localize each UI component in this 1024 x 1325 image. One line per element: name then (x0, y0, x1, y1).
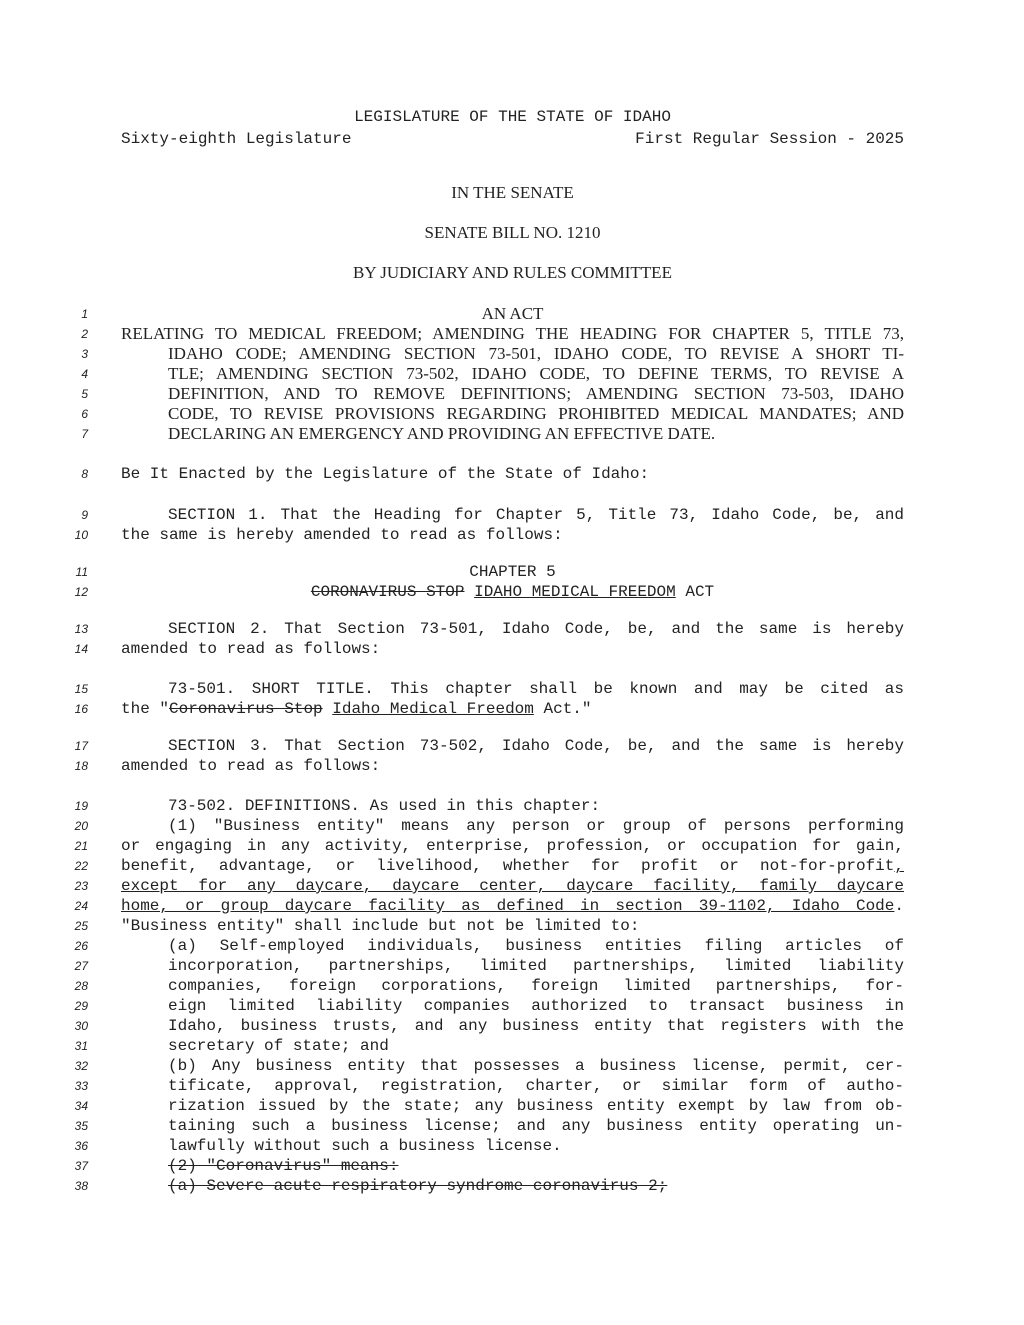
line-number: 25 (74, 919, 88, 933)
bill-line (0, 679, 1024, 699)
line-number: 16 (74, 702, 88, 716)
line-number: 9 (81, 508, 88, 522)
line-text: taining such a business license; and any business entity operating un- (168, 1117, 904, 1135)
stricken-text: Coronavirus Stop (169, 700, 323, 718)
bill-line (0, 619, 1024, 639)
bill-line (0, 916, 1024, 936)
stricken-text: (2) "Coronavirus" means: (168, 1157, 399, 1175)
enacting-clause: Be It Enacted by the Legislature of the State of Idaho: (121, 465, 650, 483)
line-text (121, 699, 904, 719)
line-number: 35 (74, 1119, 88, 1133)
line-number: 31 (74, 1039, 88, 1053)
line-text: amended to read as follows: (121, 757, 381, 775)
bill-line (0, 1016, 1024, 1036)
line-number: 29 (74, 999, 88, 1013)
bill-line (0, 796, 1024, 816)
bill-line (0, 582, 1024, 602)
line-number: 36 (74, 1139, 88, 1153)
bill-line (0, 404, 1024, 424)
inserted-text: Idaho Medical Freedom (332, 700, 534, 718)
line-text: (1) "Business entity" means any person or group of persons performing (168, 817, 904, 835)
bill-line (0, 464, 1024, 484)
line-number: 27 (74, 959, 88, 973)
bill-line (0, 1076, 1024, 1096)
stricken-text: (a) Severe acute respiratory syndrome coronavirus 2; (168, 1177, 668, 1195)
line-text: Idaho, business trusts, and any business entity that registers with the (168, 1017, 904, 1035)
line-text: "Business entity" shall include but not be limited to: (121, 917, 640, 935)
line-text: SECTION 3. That Section 73-502, Idaho Code, be, and the same is hereby (168, 737, 904, 755)
line-text: lawfully without such a business license. (168, 1137, 562, 1155)
line-text (168, 1156, 904, 1176)
line-number: 26 (74, 939, 88, 953)
line-number: 28 (74, 979, 88, 993)
line-number: 30 (74, 1019, 88, 1033)
bill-line (0, 424, 1024, 444)
line-text: RELATING TO MEDICAL FREEDOM; AMENDING THE HEADING FOR CHAPTER 5, TITLE 73, (121, 324, 904, 343)
session-label: First Regular Session - 2025 (635, 130, 904, 148)
line-number: 6 (81, 407, 88, 421)
line-text: or engaging in any activity, enterprise, profession, or occupation for gain, (121, 837, 904, 855)
bill-line (0, 1156, 1024, 1176)
line-number: 4 (81, 367, 88, 381)
line-number: 24 (74, 899, 88, 913)
line-text-main: benefit, advantage, or livelihood, whether for profit or not-for-profit (121, 857, 895, 875)
line-number: 23 (74, 879, 88, 893)
line-number: 33 (74, 1079, 88, 1093)
inserted-text: except for any daycare, daycare center, daycare facility, family daycare (121, 877, 904, 895)
bill-line (0, 562, 1024, 582)
bill-line (0, 1096, 1024, 1116)
bill-line (0, 736, 1024, 756)
line-text (121, 896, 904, 916)
line-text-suffix: . (894, 897, 904, 915)
bill-line (0, 996, 1024, 1016)
line-text: SECTION 2. That Section 73-501, Idaho Code, be, and the same is hereby (168, 620, 904, 638)
line-text: SECTION 1. That the Heading for Chapter 5, Title 73, Idaho Code, be, and (168, 506, 904, 524)
bill-line (0, 816, 1024, 836)
bill-line (0, 304, 1024, 324)
line-number: 5 (81, 387, 88, 401)
line-text: CODE, TO REVISE PROVISIONS REGARDING PROHIBITED MEDICAL MANDATES; AND (168, 404, 904, 423)
bill-line (0, 505, 1024, 525)
line-text: eign limited liability companies authorized to transact business in (168, 997, 904, 1015)
line-text: incorporation, partnerships, limited partnerships, limited liability (168, 957, 904, 975)
inserted-text: IDAHO MEDICAL FREEDOM (474, 583, 676, 601)
line-text: tificate, approval, registration, charter, or similar form of autho- (168, 1077, 904, 1095)
line-text: secretary of state; and (168, 1037, 389, 1055)
line-text: DEFINITION, AND TO REMOVE DEFINITIONS; AMENDING SECTION 73-503, IDAHO (168, 384, 904, 403)
bill-line (0, 364, 1024, 384)
bill-line (0, 1116, 1024, 1136)
bill-line (0, 384, 1024, 404)
line-text: the same is hereby amended to read as follows: (121, 526, 563, 544)
line-number: 34 (74, 1099, 88, 1113)
bill-line (0, 344, 1024, 364)
chapter-label: CHAPTER 5 (469, 563, 556, 581)
bill-line (0, 525, 1024, 545)
line-number: 3 (81, 347, 88, 361)
line-text (168, 1176, 904, 1196)
line-text: (b) Any business entity that possesses a business license, permit, cer- (168, 1057, 904, 1075)
bill-line (0, 896, 1024, 916)
line-text: 73-502. DEFINITIONS. As used in this chapter: (168, 797, 601, 815)
line-number: 20 (74, 819, 88, 833)
line-text (121, 856, 904, 876)
line-number: 37 (74, 1159, 88, 1173)
line-number: 13 (74, 622, 88, 636)
line-number: 1 (81, 307, 88, 321)
line-number: 22 (74, 859, 88, 873)
line-number: 18 (74, 759, 88, 773)
line-text: companies, foreign corporations, foreign limited partnerships, for- (168, 977, 904, 995)
bill-line (0, 1036, 1024, 1056)
bill-line (0, 324, 1024, 344)
bill-line (0, 756, 1024, 776)
chamber-label: IN THE SENATE (451, 183, 574, 202)
bill-line (0, 976, 1024, 996)
line-number: 17 (74, 739, 88, 753)
chapter-title (121, 582, 904, 602)
line-text: rization issued by the state; any business entity exempt by law from ob- (168, 1097, 904, 1115)
bill-line (0, 639, 1024, 659)
line-text: amended to read as follows: (121, 640, 381, 658)
stricken-text: CORONAVIRUS STOP (310, 583, 465, 601)
line-number: 7 (81, 427, 88, 441)
bill-line (0, 836, 1024, 856)
line-text: IDAHO CODE; AMENDING SECTION 73-501, IDAHO CODE, TO REVISE A SHORT TI- (168, 344, 904, 363)
inserted-text: , (894, 857, 904, 875)
bill-line (0, 856, 1024, 876)
line-number: 14 (74, 642, 88, 656)
line-number: 2 (81, 327, 88, 341)
line-number: 15 (74, 682, 88, 696)
line-number: 19 (74, 799, 88, 813)
line-number: 11 (75, 565, 88, 579)
line-number: 8 (81, 467, 88, 481)
bill-line (0, 956, 1024, 976)
line-text: (a) Self-employed individuals, business entities filing articles of (168, 937, 904, 955)
line-number: 12 (74, 585, 88, 599)
line-text (121, 876, 904, 896)
line-text: 73-501. SHORT TITLE. This chapter shall be known and may be cited as (168, 680, 904, 698)
inserted-text: home, or group daycare facility as defined in section 39-1102, Idaho Code (121, 897, 895, 915)
bill-line (0, 936, 1024, 956)
line-text-suffix: Act." (533, 700, 592, 718)
line-number: 32 (74, 1059, 88, 1073)
line-text-prefix: the " (121, 700, 170, 718)
bill-number: SENATE BILL NO. 1210 (424, 223, 601, 242)
line-text: ACT (675, 583, 715, 601)
line-number: 21 (74, 839, 88, 853)
legislature-title: LEGISLATURE OF THE STATE OF IDAHO (354, 108, 671, 126)
bill-line (0, 1056, 1024, 1076)
bill-line (0, 1136, 1024, 1156)
line-text: DECLARING AN EMERGENCY AND PROVIDING AN EFFECTIVE DATE. (168, 424, 716, 443)
legislature-number: Sixty-eighth Legislature (121, 130, 352, 148)
sponsor-label: BY JUDICIARY AND RULES COMMITTEE (353, 263, 672, 282)
bill-line (0, 699, 1024, 719)
act-label: AN ACT (481, 304, 544, 323)
bill-line (0, 1176, 1024, 1196)
line-number: 10 (74, 528, 88, 542)
bill-line (0, 876, 1024, 896)
line-text: TLE; AMENDING SECTION 73-502, IDAHO CODE, TO DEFINE TERMS, TO REVISE A (168, 364, 904, 383)
line-number: 38 (74, 1179, 88, 1193)
